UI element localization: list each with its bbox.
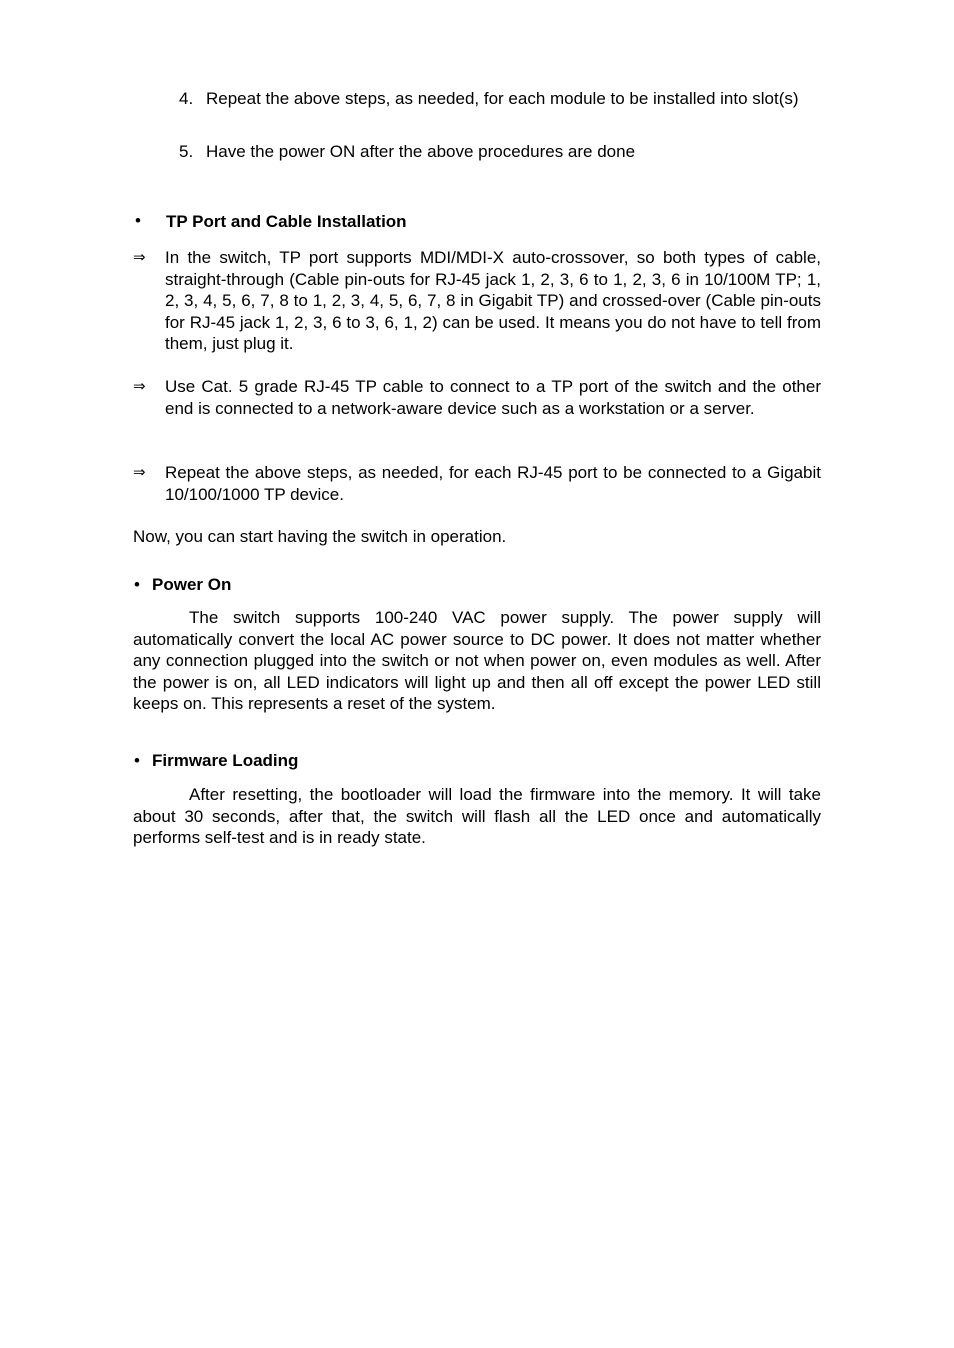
tp-list-item-text: Repeat the above steps, as needed, for each RJ-45 port to be connected to a Gigabit 10/100/1000 TP device.: [165, 463, 821, 504]
tp-heading-text: TP Port and Cable Installation: [166, 212, 407, 231]
step-text: Have the power ON after the above procedures are done: [206, 142, 636, 161]
firmware-section-heading: [134, 750, 299, 772]
step-text: Repeat the above steps, as needed, for each module to be installed into slot(s): [206, 89, 799, 108]
tp-list-item: [133, 376, 821, 419]
power-body-text: The switch supports 100-240 VAC power supply. The power supply will automatically convert the local AC power source to DC power. It does not matter whether any connection plugged into the switch or not when power on, even modules as well. After the power is on, all LED indicators will light up and then all off except the power LED still keeps on. This represents a reset of the system.: [133, 608, 821, 713]
arrow-right-icon: ⇒: [133, 377, 146, 395]
tp-list-item: [133, 462, 821, 505]
arrow-right-icon: ⇒: [133, 248, 146, 266]
bullet-icon: •: [135, 211, 141, 230]
tp-list-item-text: Use Cat. 5 grade RJ-45 TP cable to connect to a TP port of the switch and the other end is connected to a network-aware device such as a workstation or a server.: [165, 377, 821, 418]
bullet-icon: •: [134, 575, 140, 594]
firmware-heading-text: Firmware Loading: [152, 751, 299, 770]
tp-closing-text: Now, you can start having the switch in operation.: [133, 527, 507, 546]
power-heading-text: Power On: [152, 575, 232, 594]
tp-section-heading: [135, 211, 407, 233]
step-item-4: [179, 88, 819, 110]
firmware-body-text: After resetting, the bootloader will load the firmware into the memory. It will take about 30 seconds, after that, the switch will flash all the LED once and automatically performs self-test and is in ready state.: [133, 785, 821, 847]
step-number: 4.: [179, 89, 194, 108]
arrow-right-icon: ⇒: [133, 463, 146, 481]
step-item-5: [179, 141, 819, 163]
power-section-heading: [134, 574, 232, 596]
bullet-icon: •: [134, 751, 140, 770]
tp-list-item: [133, 247, 821, 355]
step-number: 5.: [179, 142, 194, 161]
tp-list-item-text: In the switch, TP port supports MDI/MDI-X auto-crossover, so both types of cable, straight-through (Cable pin-outs for RJ-45 jack 1, 2, 3, 6 to 1, 2, 3, 6 in 10/100M TP; 1, 2, 3, 4, 5, 6, 7, 8 to 1, 2, 3, 4, 5, 6, 7, 8 in Gigabit TP) and crossed-over (Cable pin-outs for RJ-45 jack 1, 2, 3, 6 to 3, 6, 1, 2) can be used. It means you do not have to tell from them, just plug it.: [165, 248, 821, 353]
